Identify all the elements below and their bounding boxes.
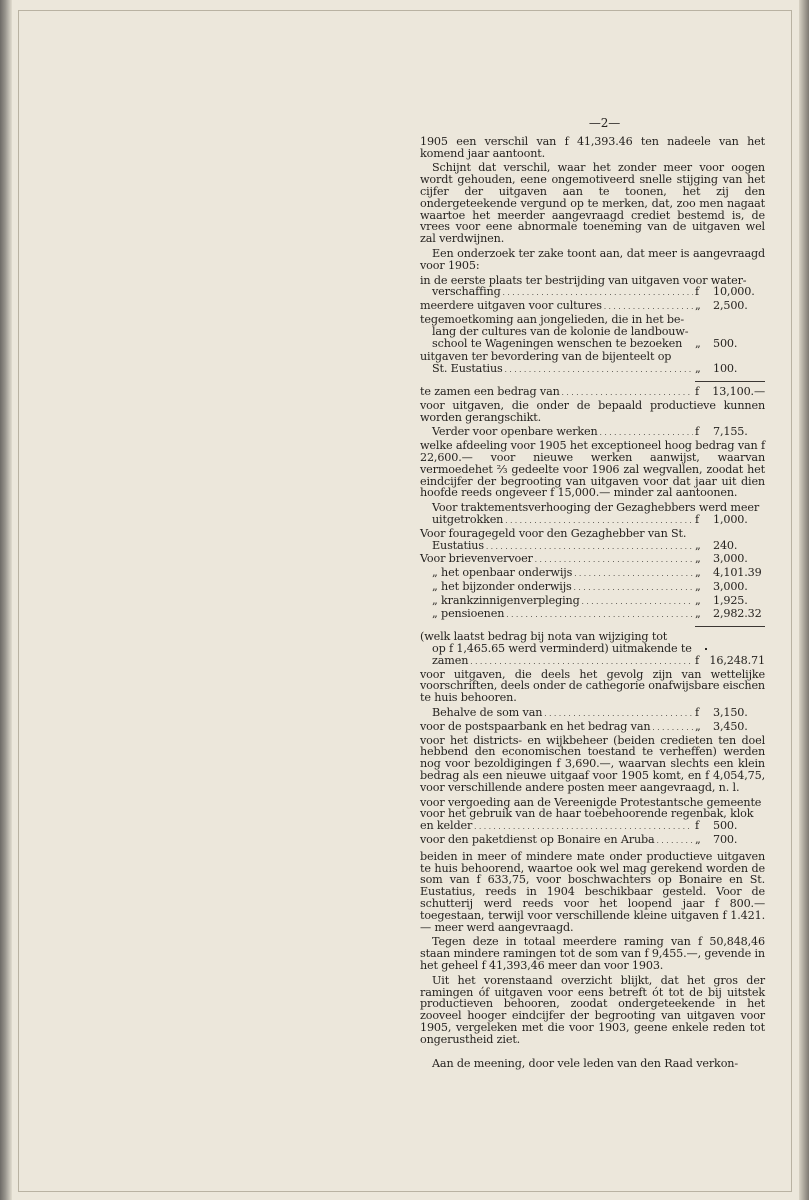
paragraph-difference: Schijnt dat verschil, waar het zonder meer voor oogen wordt gehouden, eene ongemotiveerd snelle stijging van het cijfer der uitgaven aan te toonen, het zij den ondergeteekende vergund op te merken, dat, zoo men nagaat waartoe het meerder aangevraagd crediet bestemd is, de vrees voor eene abnormale toeneming van de uitgaven wel zal verdwijnen. xyxy=(420,161,765,246)
value: 3,150. xyxy=(713,706,748,720)
leader-dots xyxy=(574,581,693,595)
currency: „ xyxy=(695,833,701,847)
item-amount xyxy=(695,300,765,312)
total-amount xyxy=(695,386,765,398)
total-text: (welk laatst bedrag bij nota van wijziging tot xyxy=(420,630,668,644)
leader-dots xyxy=(505,514,693,528)
sum-row xyxy=(420,820,765,834)
binding-edge xyxy=(0,0,12,1200)
list-item xyxy=(420,338,765,352)
item-label: „ krankzinnigenverpleging xyxy=(432,593,580,607)
total-row xyxy=(420,655,765,669)
currency: „ xyxy=(695,566,701,580)
currency: f xyxy=(695,285,699,299)
value: 3,000. xyxy=(713,579,748,593)
list-productive xyxy=(420,275,765,377)
leader-dots xyxy=(652,721,693,735)
item-amount xyxy=(695,363,765,375)
item-label: Voor brievenvervoer xyxy=(420,552,533,566)
item-label: verschaffing xyxy=(432,285,501,299)
list-item xyxy=(420,514,765,528)
item-amount xyxy=(695,553,765,565)
list-obligatory xyxy=(420,502,765,622)
value: 16,248.71 xyxy=(709,653,765,667)
item-label: meerdere uitgaven voor cultures xyxy=(420,299,602,313)
page-number: —2— xyxy=(588,116,621,130)
value: 1,925. xyxy=(713,593,748,607)
currency: „ xyxy=(695,538,701,552)
item-text: lang der cultures van de kolonie de landbouw- xyxy=(432,324,689,338)
sum-label: voor de postspaarbank en het bedrag van xyxy=(420,719,651,733)
value: 13,100.— xyxy=(712,384,765,398)
currency: „ xyxy=(695,593,701,607)
leader-dots xyxy=(535,553,693,567)
item-amount xyxy=(695,514,765,526)
paragraph-overview: Uit het vorenstaand overzicht blijkt, dat het gros der ramingen óf uitgaven voor eens betreft ót tot de bij uitstek productieven behooren, zoodat ondergeteekende in het zooveel hooger eindcijfer der begrooting van uitgaven voor 1905, vergeleken met die voor 1903, geene enkele reden tot ongerustheid ziet. xyxy=(420,973,765,1046)
currency: „ xyxy=(695,362,701,376)
currency: f xyxy=(695,706,699,720)
total-text: voor uitgaven, die onder de bepaald productieve kunnen worden gerangschikt. xyxy=(420,398,765,424)
item-amount xyxy=(695,338,765,350)
value: 100. xyxy=(713,362,738,376)
total-row xyxy=(420,386,765,400)
sum-row xyxy=(420,721,765,735)
list-intro: Voor fouragegeld voor den Gezaghebber van St. xyxy=(420,526,687,540)
list-item xyxy=(420,581,765,595)
church-text: voor vergoeding aan de Vereenigde Protestantsche gemeente xyxy=(420,795,762,809)
item-amount xyxy=(695,595,765,607)
currency: f xyxy=(695,425,699,439)
value: 1,000. xyxy=(713,512,748,526)
item-label: „ pensioenen xyxy=(432,607,505,621)
currency: f xyxy=(695,819,699,833)
sum-amount xyxy=(695,834,765,846)
value: 3,450. xyxy=(713,719,748,733)
item-amount xyxy=(695,286,765,298)
total-label: zamen xyxy=(432,653,469,667)
leader-dots xyxy=(582,595,693,609)
list-item xyxy=(420,567,765,581)
sum-label: Behalve de som van xyxy=(432,706,543,720)
sum-amount xyxy=(695,820,765,832)
sum-label: en kelder xyxy=(420,819,473,833)
value: 3,000. xyxy=(713,552,748,566)
item-label: school te Wageningen wenschen te bezoeken xyxy=(432,336,683,350)
sum-amount xyxy=(695,707,765,719)
item-text: uitgaven ter bevordering van de bijenteelt op xyxy=(420,350,672,364)
leader-dots xyxy=(600,426,693,440)
total-amount xyxy=(695,655,765,667)
church-text: voor het gebruik van de haar toebehoorende regenbak, klok xyxy=(420,807,754,821)
leader-dots xyxy=(505,363,693,377)
sum-row xyxy=(420,707,765,721)
works-row xyxy=(420,426,765,440)
total-text: voor uitgaven, die deels het gevolg zijn van wettelijke voorschriften, deels onder de cathegorie onafwijsbare eischen te huis behooren. xyxy=(420,667,765,705)
currency: „ xyxy=(695,579,701,593)
leader-dots xyxy=(604,300,693,314)
list-item xyxy=(420,540,765,554)
text-column xyxy=(420,118,765,1072)
value: 700. xyxy=(713,833,738,847)
paragraph-inquiry: Een onderzoek ter zake toont aan, dat meer is aangevraagd voor 1905: xyxy=(420,246,765,272)
works-amount xyxy=(695,426,765,438)
paragraph-last: Aan de meening, door vele leden van den Raad verkon- xyxy=(432,1056,738,1070)
leader-dots xyxy=(574,567,693,581)
currency: „ xyxy=(695,336,701,350)
list-intro: in de eerste plaats ter bestrijding van uitgaven voor water- xyxy=(420,273,747,287)
item-amount xyxy=(695,608,765,620)
value: 4,101.39 xyxy=(713,566,762,580)
item-amount xyxy=(695,540,765,552)
leader-dots xyxy=(486,540,693,554)
item-label: uitgetrokken xyxy=(432,512,504,526)
paragraph-both: beiden in meer of mindere mate onder productieve uitgaven te huis behoorend, waartoe ook wel mag gerekend worden de som van f 633,75, voor boschwachters op Bonaire en St. Eustatius, reeds in 1904 beschikbaar gesteld. Voor de schutterij werd reeds voor het loopend jaar f 800.— toegestaan, terwijl voor verschillende kleine uitgaven f 1.421.— meer werd aangevraagd. xyxy=(420,849,765,934)
currency: f xyxy=(695,653,699,667)
currency: „ xyxy=(695,299,701,313)
value: 10,000. xyxy=(713,285,755,299)
currency: „ xyxy=(695,719,701,733)
item-label: „ het bijzonder onderwijs xyxy=(432,579,572,593)
total-label: te zamen een bedrag van xyxy=(420,384,560,398)
value: 7,155. xyxy=(713,425,748,439)
list-intro: Voor traktementsverhooging der Gezaghebbers werd meer xyxy=(432,501,760,515)
works-text: welke afdeeling voor 1905 het exceptioneel hoog bedrag van f 22,600.— voor nieuwe werken aanwijst, waarvan vermoedehet ⅔ gedeelte voor 1906 zal wegvallen, zoodat het eindcijfer der begrooting van uitgaven voor dat jaar uit dien hoofde reeds ongeveer f 15,000.— minder zal aantoonen. xyxy=(420,439,765,500)
value: 500. xyxy=(713,336,738,350)
leader-dots xyxy=(503,286,693,300)
value: 2,982.32 xyxy=(713,607,762,621)
item-label: „ het openbaar onderwijs xyxy=(432,566,573,580)
currency: f xyxy=(695,384,699,398)
leader-dots xyxy=(562,386,693,400)
leader-dots xyxy=(474,820,693,834)
page-edge xyxy=(799,0,809,1200)
sum-row xyxy=(420,834,765,848)
leader-dots xyxy=(506,608,693,622)
paragraph-intro: 1905 een verschil van f 41,393.46 ten nadeele van het komend jaar aantoont. xyxy=(420,134,765,160)
leader-dots xyxy=(544,707,693,721)
sum-label: voor den paketdienst op Bonaire en Aruba xyxy=(420,833,655,847)
list-item xyxy=(420,553,765,567)
leader-dots xyxy=(657,834,693,848)
item-text: tegemoetkoming aan jongelieden, die in het be- xyxy=(420,312,684,326)
paragraph-salaries: voor het districts- en wijkbeheer (beiden credieten ten doel hebbend den economischen toestand te verheffen) werden nog voor bezoldigingen f 3,690.—, waarvan slechts een klein bedrag als een nieuwe uitgaaf voor 1905 komt, en f 4,054,75, voor verschillende andere posten meer aangevraagd, n. l. xyxy=(420,733,765,794)
item-label: St. Eustatius xyxy=(432,362,503,376)
paragraph-total: Tegen deze in totaal meerdere raming van f 50,848,46 staan mindere ramingen tot de som van f 9,455.—, gevende in het geheel f 41,393,46 meer dan voor 1903. xyxy=(420,935,765,972)
item-amount xyxy=(695,581,765,593)
list-item xyxy=(420,286,765,300)
sum-amount xyxy=(695,721,765,733)
list-item xyxy=(420,363,765,377)
value: 2,500. xyxy=(713,299,748,313)
list-item xyxy=(420,300,765,314)
list-item xyxy=(420,595,765,609)
currency: „ xyxy=(695,607,701,621)
works-label: Verder voor openbare werken xyxy=(432,425,598,439)
value: 500. xyxy=(713,819,738,833)
currency: „ xyxy=(695,552,701,566)
sum-rule xyxy=(695,381,765,382)
item-label: Eustatius xyxy=(432,538,484,552)
total-text: op f 1,465.65 werd verminderd) uitmakende te xyxy=(432,642,692,656)
item-amount xyxy=(695,567,765,579)
currency: f xyxy=(695,512,699,526)
sum-rule xyxy=(695,626,765,627)
value: 240. xyxy=(713,538,738,552)
list-item xyxy=(420,608,765,622)
leader-dots xyxy=(470,655,693,669)
